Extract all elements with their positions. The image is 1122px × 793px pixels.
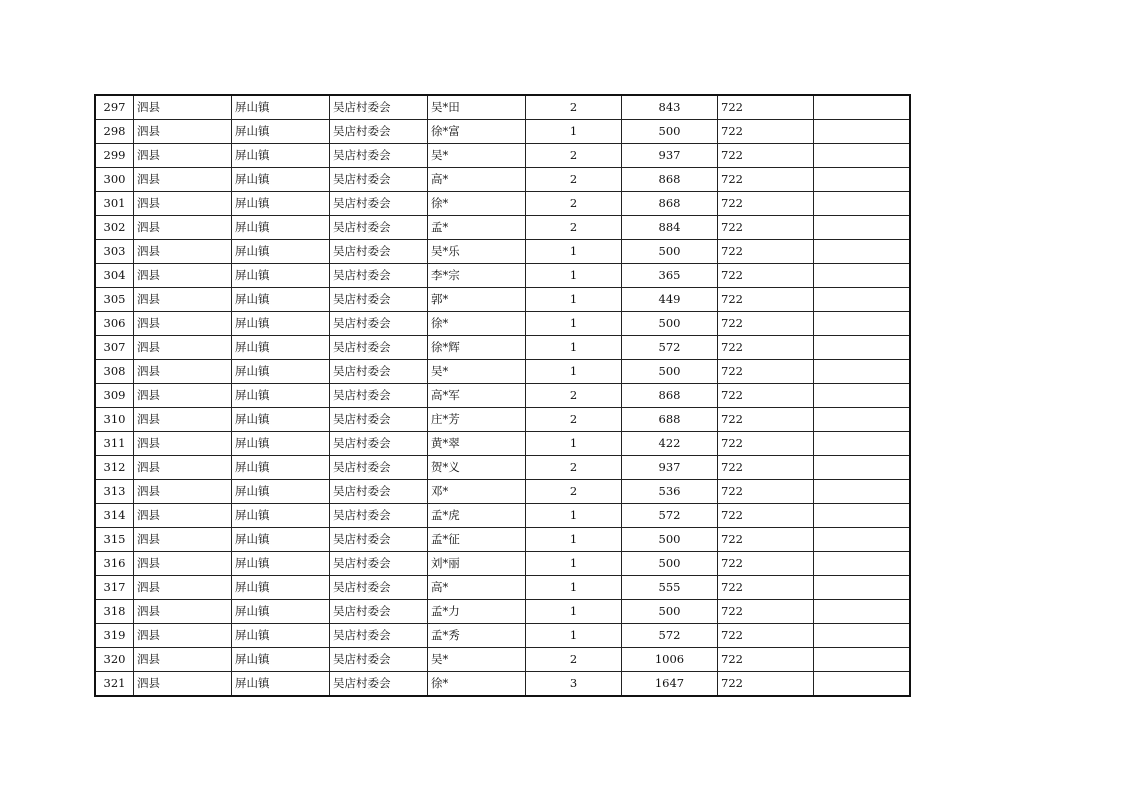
table-row	[95, 672, 910, 697]
remark-cell	[814, 480, 911, 504]
name-cell: 高*	[428, 168, 526, 192]
data-table	[94, 94, 911, 697]
row-number-cell: 319	[95, 624, 134, 648]
county-cell: 泗县	[134, 552, 232, 576]
row-number-cell: 303	[95, 240, 134, 264]
table-row	[95, 384, 910, 408]
table-row	[95, 456, 910, 480]
table-row	[95, 240, 910, 264]
village-committee-cell: 吴店村委会	[330, 552, 428, 576]
county-cell: 泗县	[134, 168, 232, 192]
village-committee-cell: 吴店村委会	[330, 288, 428, 312]
county-cell: 泗县	[134, 95, 232, 120]
table-row	[95, 216, 910, 240]
name-cell: 郭*	[428, 288, 526, 312]
village-committee-cell: 吴店村委会	[330, 528, 428, 552]
row-number-cell: 318	[95, 600, 134, 624]
code-cell: 722	[718, 624, 814, 648]
household-size-cell: 2	[526, 384, 622, 408]
town-cell: 屏山镇	[232, 624, 330, 648]
amount-cell: 500	[622, 240, 718, 264]
remark-cell	[814, 360, 911, 384]
county-cell: 泗县	[134, 600, 232, 624]
town-cell: 屏山镇	[232, 432, 330, 456]
remark-cell	[814, 528, 911, 552]
amount-cell: 884	[622, 216, 718, 240]
remark-cell	[814, 600, 911, 624]
table-row	[95, 95, 910, 120]
household-size-cell: 2	[526, 456, 622, 480]
town-cell: 屏山镇	[232, 480, 330, 504]
household-size-cell: 1	[526, 624, 622, 648]
amount-cell: 688	[622, 408, 718, 432]
remark-cell	[814, 504, 911, 528]
code-cell: 722	[718, 552, 814, 576]
remark-cell	[814, 384, 911, 408]
row-number-cell: 306	[95, 312, 134, 336]
name-cell: 高*军	[428, 384, 526, 408]
code-cell: 722	[718, 168, 814, 192]
table-row	[95, 552, 910, 576]
village-committee-cell: 吴店村委会	[330, 95, 428, 120]
village-committee-cell: 吴店村委会	[330, 408, 428, 432]
table-row	[95, 144, 910, 168]
village-committee-cell: 吴店村委会	[330, 312, 428, 336]
county-cell: 泗县	[134, 120, 232, 144]
amount-cell: 868	[622, 168, 718, 192]
village-committee-cell: 吴店村委会	[330, 432, 428, 456]
row-number-cell: 309	[95, 384, 134, 408]
village-committee-cell: 吴店村委会	[330, 336, 428, 360]
household-size-cell: 3	[526, 672, 622, 697]
town-cell: 屏山镇	[232, 120, 330, 144]
county-cell: 泗县	[134, 576, 232, 600]
amount-cell: 449	[622, 288, 718, 312]
household-size-cell: 1	[526, 336, 622, 360]
town-cell: 屏山镇	[232, 312, 330, 336]
county-cell: 泗县	[134, 240, 232, 264]
village-committee-cell: 吴店村委会	[330, 576, 428, 600]
amount-cell: 937	[622, 456, 718, 480]
remark-cell	[814, 144, 911, 168]
code-cell: 722	[718, 336, 814, 360]
remark-cell	[814, 408, 911, 432]
village-committee-cell: 吴店村委会	[330, 456, 428, 480]
code-cell: 722	[718, 384, 814, 408]
county-cell: 泗县	[134, 192, 232, 216]
code-cell: 722	[718, 264, 814, 288]
name-cell: 庄*芳	[428, 408, 526, 432]
remark-cell	[814, 432, 911, 456]
household-size-cell: 2	[526, 95, 622, 120]
row-number-cell: 302	[95, 216, 134, 240]
amount-cell: 572	[622, 624, 718, 648]
household-size-cell: 2	[526, 192, 622, 216]
table-row	[95, 480, 910, 504]
town-cell: 屏山镇	[232, 672, 330, 697]
household-size-cell: 1	[526, 360, 622, 384]
row-number-cell: 300	[95, 168, 134, 192]
code-cell: 722	[718, 600, 814, 624]
household-size-cell: 1	[526, 504, 622, 528]
row-number-cell: 307	[95, 336, 134, 360]
table-row	[95, 120, 910, 144]
household-size-cell: 2	[526, 168, 622, 192]
table-row	[95, 168, 910, 192]
code-cell: 722	[718, 288, 814, 312]
amount-cell: 937	[622, 144, 718, 168]
table-row	[95, 408, 910, 432]
table-row	[95, 360, 910, 384]
row-number-cell: 298	[95, 120, 134, 144]
amount-cell: 500	[622, 528, 718, 552]
village-committee-cell: 吴店村委会	[330, 360, 428, 384]
row-number-cell: 315	[95, 528, 134, 552]
code-cell: 722	[718, 648, 814, 672]
name-cell: 徐*富	[428, 120, 526, 144]
name-cell: 吴*	[428, 648, 526, 672]
remark-cell	[814, 672, 911, 697]
county-cell: 泗县	[134, 144, 232, 168]
county-cell: 泗县	[134, 528, 232, 552]
household-size-cell: 1	[526, 528, 622, 552]
village-committee-cell: 吴店村委会	[330, 120, 428, 144]
row-number-cell: 313	[95, 480, 134, 504]
household-size-cell: 1	[526, 552, 622, 576]
row-number-cell: 317	[95, 576, 134, 600]
county-cell: 泗县	[134, 504, 232, 528]
row-number-cell: 308	[95, 360, 134, 384]
remark-cell	[814, 264, 911, 288]
village-committee-cell: 吴店村委会	[330, 600, 428, 624]
row-number-cell: 314	[95, 504, 134, 528]
town-cell: 屏山镇	[232, 384, 330, 408]
household-size-cell: 2	[526, 648, 622, 672]
remark-cell	[814, 216, 911, 240]
name-cell: 孟*虎	[428, 504, 526, 528]
remark-cell	[814, 336, 911, 360]
name-cell: 吴*	[428, 144, 526, 168]
row-number-cell: 299	[95, 144, 134, 168]
county-cell: 泗县	[134, 384, 232, 408]
town-cell: 屏山镇	[232, 264, 330, 288]
town-cell: 屏山镇	[232, 288, 330, 312]
village-committee-cell: 吴店村委会	[330, 264, 428, 288]
amount-cell: 500	[622, 360, 718, 384]
county-cell: 泗县	[134, 264, 232, 288]
household-size-cell: 1	[526, 576, 622, 600]
table-row	[95, 288, 910, 312]
town-cell: 屏山镇	[232, 648, 330, 672]
name-cell: 孟*征	[428, 528, 526, 552]
name-cell: 黄*翠	[428, 432, 526, 456]
county-cell: 泗县	[134, 432, 232, 456]
household-size-cell: 2	[526, 216, 622, 240]
row-number-cell: 305	[95, 288, 134, 312]
row-number-cell: 312	[95, 456, 134, 480]
table-row	[95, 504, 910, 528]
county-cell: 泗县	[134, 624, 232, 648]
amount-cell: 500	[622, 120, 718, 144]
amount-cell: 1647	[622, 672, 718, 697]
code-cell: 722	[718, 312, 814, 336]
amount-cell: 1006	[622, 648, 718, 672]
household-size-cell: 2	[526, 144, 622, 168]
table-body	[95, 95, 910, 696]
code-cell: 722	[718, 240, 814, 264]
code-cell: 722	[718, 95, 814, 120]
county-cell: 泗县	[134, 672, 232, 697]
row-number-cell: 304	[95, 264, 134, 288]
code-cell: 722	[718, 432, 814, 456]
code-cell: 722	[718, 504, 814, 528]
village-committee-cell: 吴店村委会	[330, 216, 428, 240]
town-cell: 屏山镇	[232, 168, 330, 192]
town-cell: 屏山镇	[232, 528, 330, 552]
village-committee-cell: 吴店村委会	[330, 384, 428, 408]
code-cell: 722	[718, 192, 814, 216]
name-cell: 吴*乐	[428, 240, 526, 264]
county-cell: 泗县	[134, 480, 232, 504]
county-cell: 泗县	[134, 648, 232, 672]
household-size-cell: 2	[526, 408, 622, 432]
village-committee-cell: 吴店村委会	[330, 240, 428, 264]
town-cell: 屏山镇	[232, 240, 330, 264]
remark-cell	[814, 95, 911, 120]
amount-cell: 868	[622, 192, 718, 216]
code-cell: 722	[718, 480, 814, 504]
row-number-cell: 311	[95, 432, 134, 456]
amount-cell: 500	[622, 600, 718, 624]
name-cell: 徐*	[428, 312, 526, 336]
town-cell: 屏山镇	[232, 504, 330, 528]
table-row	[95, 264, 910, 288]
name-cell: 刘*丽	[428, 552, 526, 576]
village-committee-cell: 吴店村委会	[330, 624, 428, 648]
household-size-cell: 1	[526, 312, 622, 336]
amount-cell: 365	[622, 264, 718, 288]
village-committee-cell: 吴店村委会	[330, 192, 428, 216]
table-row	[95, 648, 910, 672]
town-cell: 屏山镇	[232, 408, 330, 432]
table-row	[95, 312, 910, 336]
village-committee-cell: 吴店村委会	[330, 672, 428, 697]
town-cell: 屏山镇	[232, 360, 330, 384]
amount-cell: 572	[622, 504, 718, 528]
code-cell: 722	[718, 408, 814, 432]
row-number-cell: 321	[95, 672, 134, 697]
code-cell: 722	[718, 576, 814, 600]
remark-cell	[814, 576, 911, 600]
code-cell: 722	[718, 528, 814, 552]
county-cell: 泗县	[134, 288, 232, 312]
county-cell: 泗县	[134, 456, 232, 480]
remark-cell	[814, 120, 911, 144]
town-cell: 屏山镇	[232, 216, 330, 240]
remark-cell	[814, 192, 911, 216]
remark-cell	[814, 240, 911, 264]
name-cell: 孟*	[428, 216, 526, 240]
town-cell: 屏山镇	[232, 192, 330, 216]
table-row	[95, 600, 910, 624]
town-cell: 屏山镇	[232, 576, 330, 600]
household-size-cell: 1	[526, 240, 622, 264]
county-cell: 泗县	[134, 216, 232, 240]
row-number-cell: 310	[95, 408, 134, 432]
household-size-cell: 1	[526, 120, 622, 144]
name-cell: 孟*力	[428, 600, 526, 624]
table-row	[95, 624, 910, 648]
town-cell: 屏山镇	[232, 456, 330, 480]
remark-cell	[814, 624, 911, 648]
household-size-cell: 1	[526, 600, 622, 624]
amount-cell: 868	[622, 384, 718, 408]
village-committee-cell: 吴店村委会	[330, 144, 428, 168]
remark-cell	[814, 312, 911, 336]
amount-cell: 500	[622, 312, 718, 336]
remark-cell	[814, 552, 911, 576]
amount-cell: 555	[622, 576, 718, 600]
name-cell: 高*	[428, 576, 526, 600]
table-row	[95, 432, 910, 456]
household-size-cell: 2	[526, 480, 622, 504]
amount-cell: 843	[622, 95, 718, 120]
table-row	[95, 576, 910, 600]
row-number-cell: 316	[95, 552, 134, 576]
table-row	[95, 192, 910, 216]
town-cell: 屏山镇	[232, 552, 330, 576]
village-committee-cell: 吴店村委会	[330, 168, 428, 192]
code-cell: 722	[718, 360, 814, 384]
amount-cell: 572	[622, 336, 718, 360]
table-row	[95, 336, 910, 360]
remark-cell	[814, 288, 911, 312]
remark-cell	[814, 648, 911, 672]
town-cell: 屏山镇	[232, 95, 330, 120]
remark-cell	[814, 168, 911, 192]
county-cell: 泗县	[134, 408, 232, 432]
name-cell: 徐*	[428, 672, 526, 697]
county-cell: 泗县	[134, 336, 232, 360]
name-cell: 孟*秀	[428, 624, 526, 648]
name-cell: 李*宗	[428, 264, 526, 288]
code-cell: 722	[718, 144, 814, 168]
code-cell: 722	[718, 672, 814, 697]
village-committee-cell: 吴店村委会	[330, 480, 428, 504]
village-committee-cell: 吴店村委会	[330, 648, 428, 672]
amount-cell: 536	[622, 480, 718, 504]
name-cell: 吴*田	[428, 95, 526, 120]
town-cell: 屏山镇	[232, 336, 330, 360]
town-cell: 屏山镇	[232, 600, 330, 624]
household-size-cell: 1	[526, 264, 622, 288]
name-cell: 邓*	[428, 480, 526, 504]
row-number-cell: 301	[95, 192, 134, 216]
name-cell: 吴*	[428, 360, 526, 384]
village-committee-cell: 吴店村委会	[330, 504, 428, 528]
name-cell: 徐*	[428, 192, 526, 216]
name-cell: 贺*义	[428, 456, 526, 480]
name-cell: 徐*辉	[428, 336, 526, 360]
row-number-cell: 320	[95, 648, 134, 672]
code-cell: 722	[718, 456, 814, 480]
row-number-cell: 297	[95, 95, 134, 120]
amount-cell: 500	[622, 552, 718, 576]
town-cell: 屏山镇	[232, 144, 330, 168]
document-table-container	[94, 94, 911, 697]
remark-cell	[814, 456, 911, 480]
household-size-cell: 1	[526, 432, 622, 456]
code-cell: 722	[718, 216, 814, 240]
county-cell: 泗县	[134, 312, 232, 336]
county-cell: 泗县	[134, 360, 232, 384]
household-size-cell: 1	[526, 288, 622, 312]
code-cell: 722	[718, 120, 814, 144]
amount-cell: 422	[622, 432, 718, 456]
table-row	[95, 528, 910, 552]
